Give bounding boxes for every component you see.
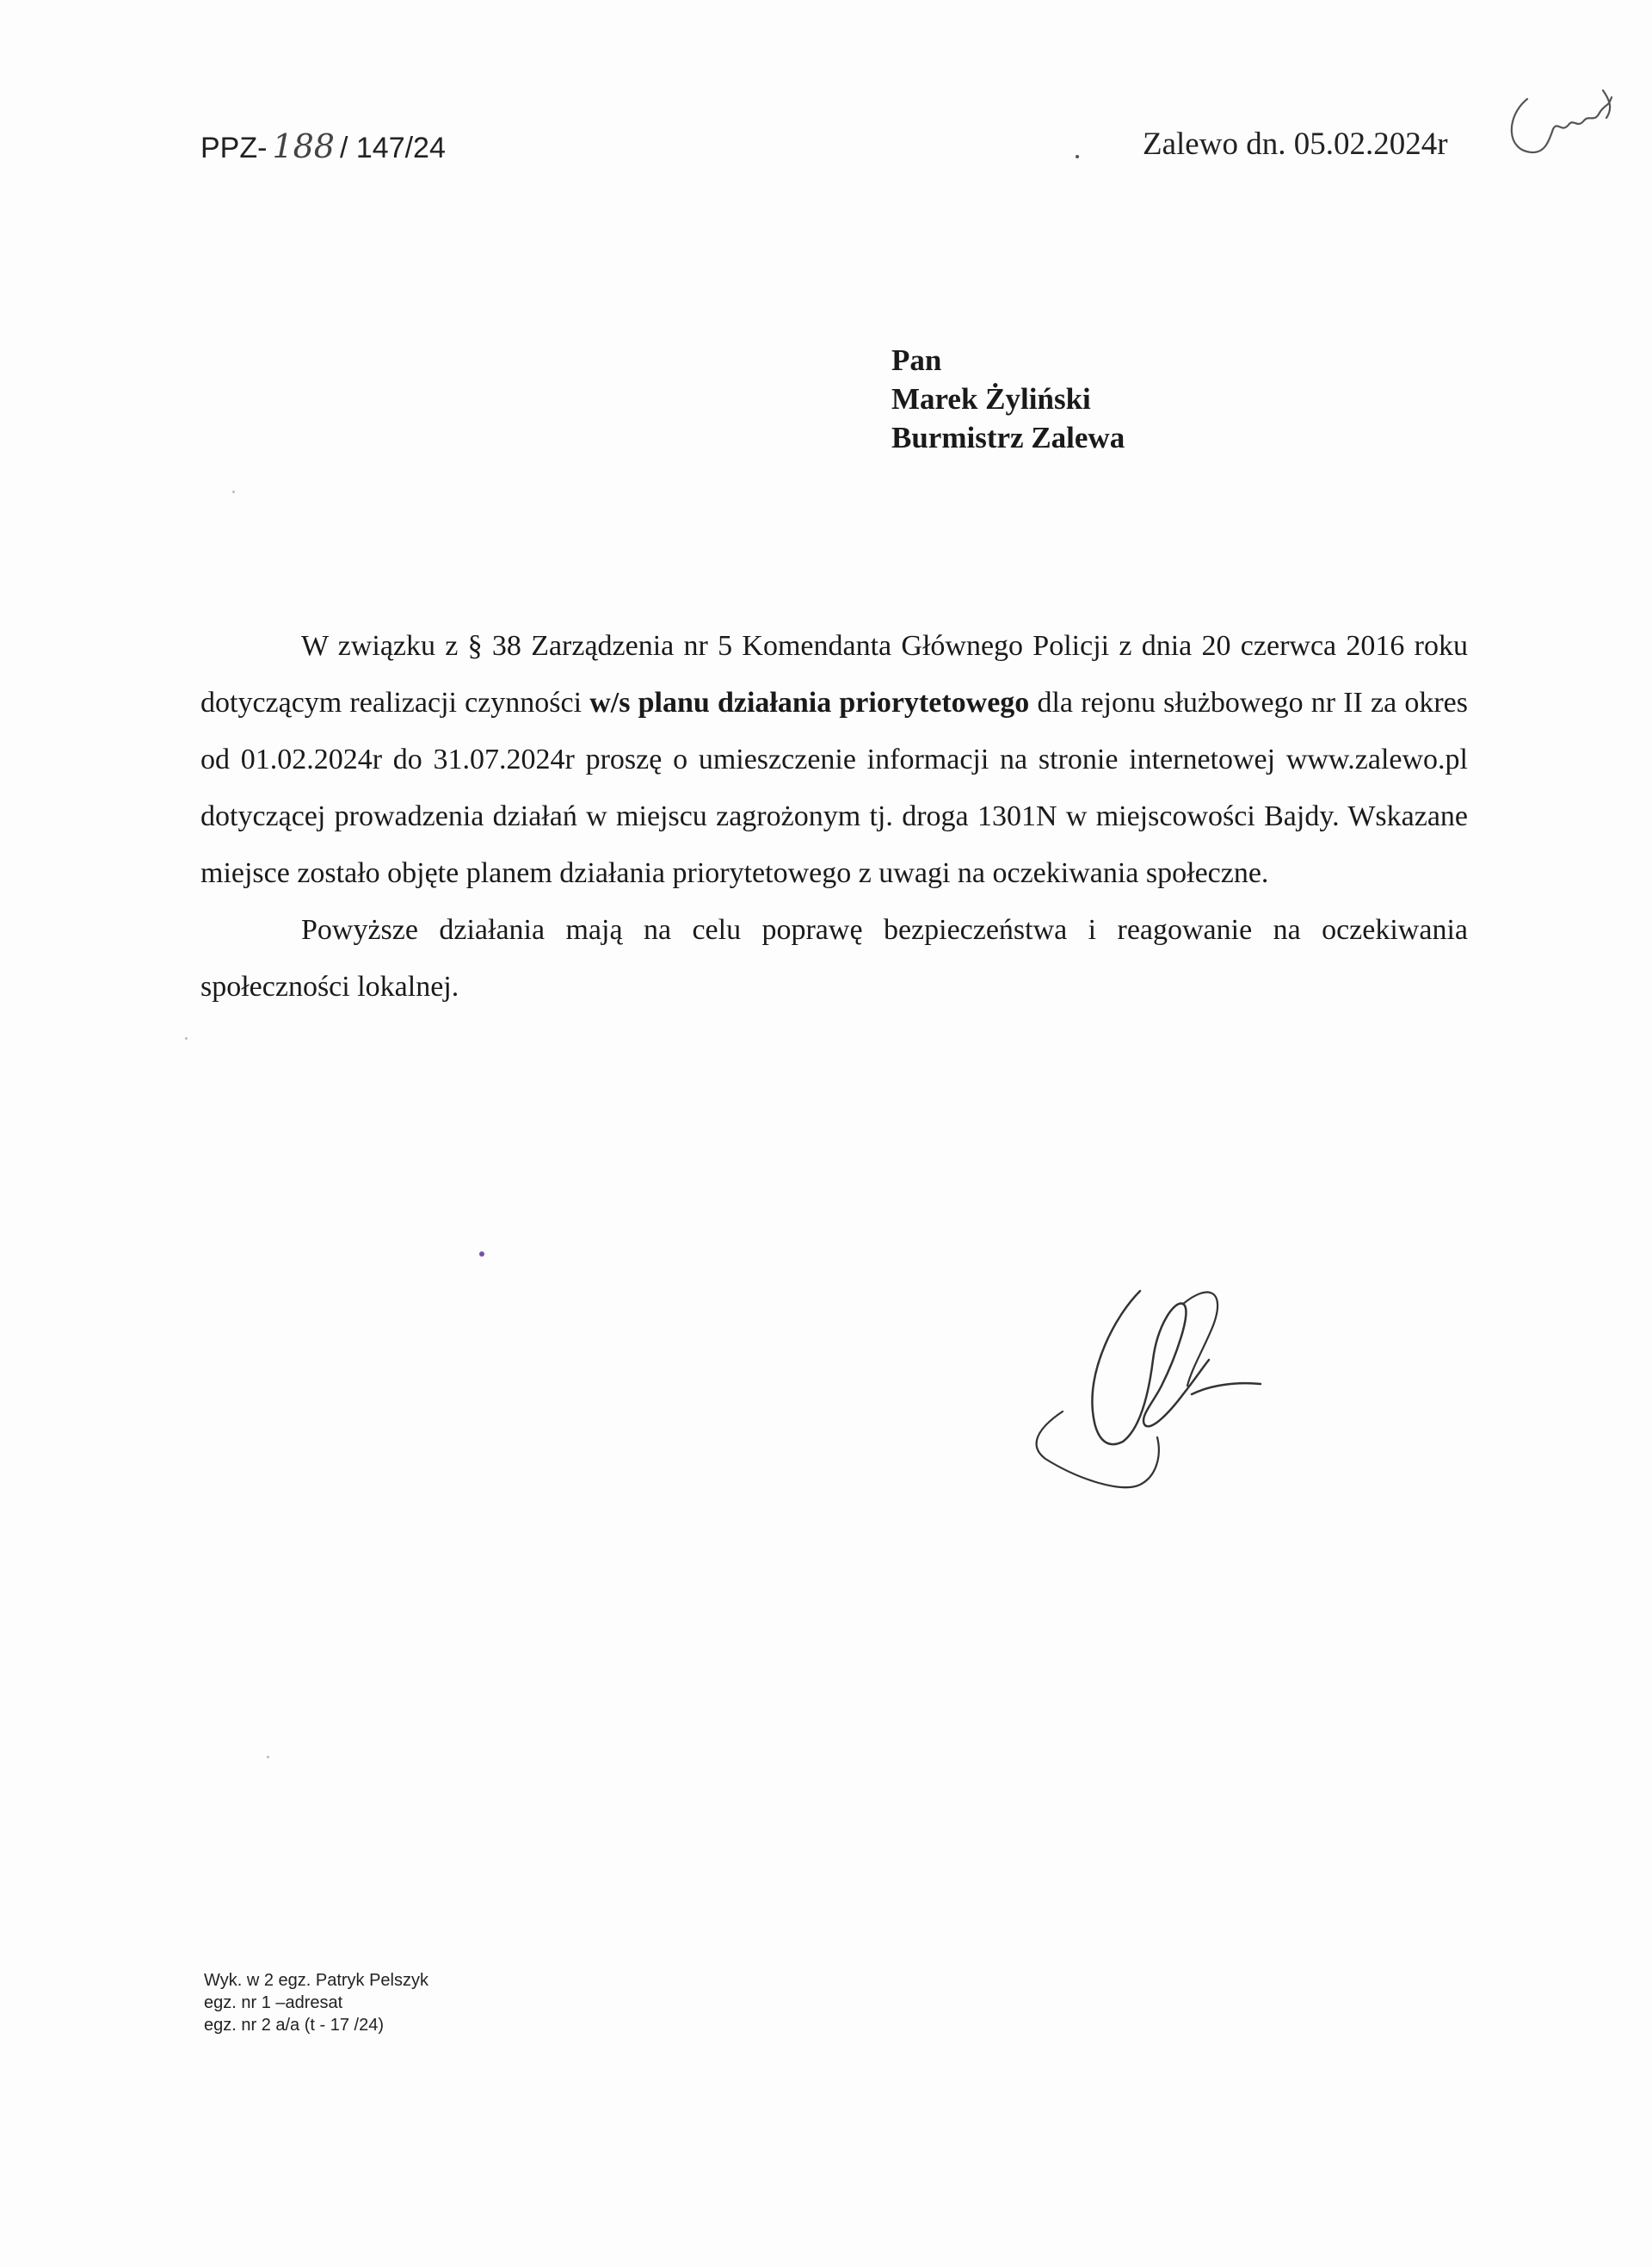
scan-speck	[1076, 155, 1079, 158]
place-and-date: Zalewo dn. 05.02.2024r	[1143, 127, 1448, 162]
body-paragraph-2: Powyższe działania mają na celu poprawę bezpieczeństwa i reagowanie na oczekiwania społeczności lokalnej.	[200, 914, 1468, 1003]
body-paragraph-1: W związku z § 38 Zarządzenia nr 5 Komendanta Głównego Policji z dnia 20 czerwca 2016 roku dotyczącym realizacji czynności w/s planu działania priorytetowego dla rejonu służbowego nr II za okres od 01.02.2024r do 31.07.2024r proszę o umieszczenie informacji na stronie internetowej www.zalewo.pl dotyczącej prowadzenia działań w miejscu zagrożonym tj. droga 1301N w miejscowości Bajdy. Wskazane miejsce zostało objęte planem działania priorytetowego z uwagi na oczekiwania społeczne.	[200, 630, 1468, 889]
footer-line-3: egz. nr 2 a/a (t - 17 /24)	[204, 2016, 384, 2035]
scan-speck	[232, 491, 235, 493]
ref-prefix: PPZ-	[200, 132, 268, 164]
handwritten-signature-icon	[1011, 1265, 1304, 1506]
ref-suffix: / 147/24	[339, 132, 446, 164]
reference-number	[200, 127, 446, 165]
addressee-title: Burmistrz Zalewa	[891, 421, 1125, 454]
addressee-name: Marek Żyliński	[891, 382, 1091, 416]
addressee-block	[891, 341, 1125, 457]
body-bold-phrase: w/s planu działania priorytetowego	[589, 687, 1030, 719]
scan-speck	[267, 1756, 269, 1758]
scan-speck	[185, 1037, 188, 1040]
handwritten-paraph-icon	[1501, 82, 1622, 168]
addressee-salutation: Pan	[891, 343, 942, 377]
scan-speck	[479, 1251, 484, 1257]
footer-line-2: egz. nr 1 –adresat	[204, 1993, 343, 2012]
footer-line-1: Wyk. w 2 egz. Patryk Pelszyk	[204, 1971, 428, 1990]
execution-note	[204, 1969, 428, 2036]
ref-handwritten-number: 188	[272, 127, 335, 165]
letter-body	[200, 618, 1468, 1016]
